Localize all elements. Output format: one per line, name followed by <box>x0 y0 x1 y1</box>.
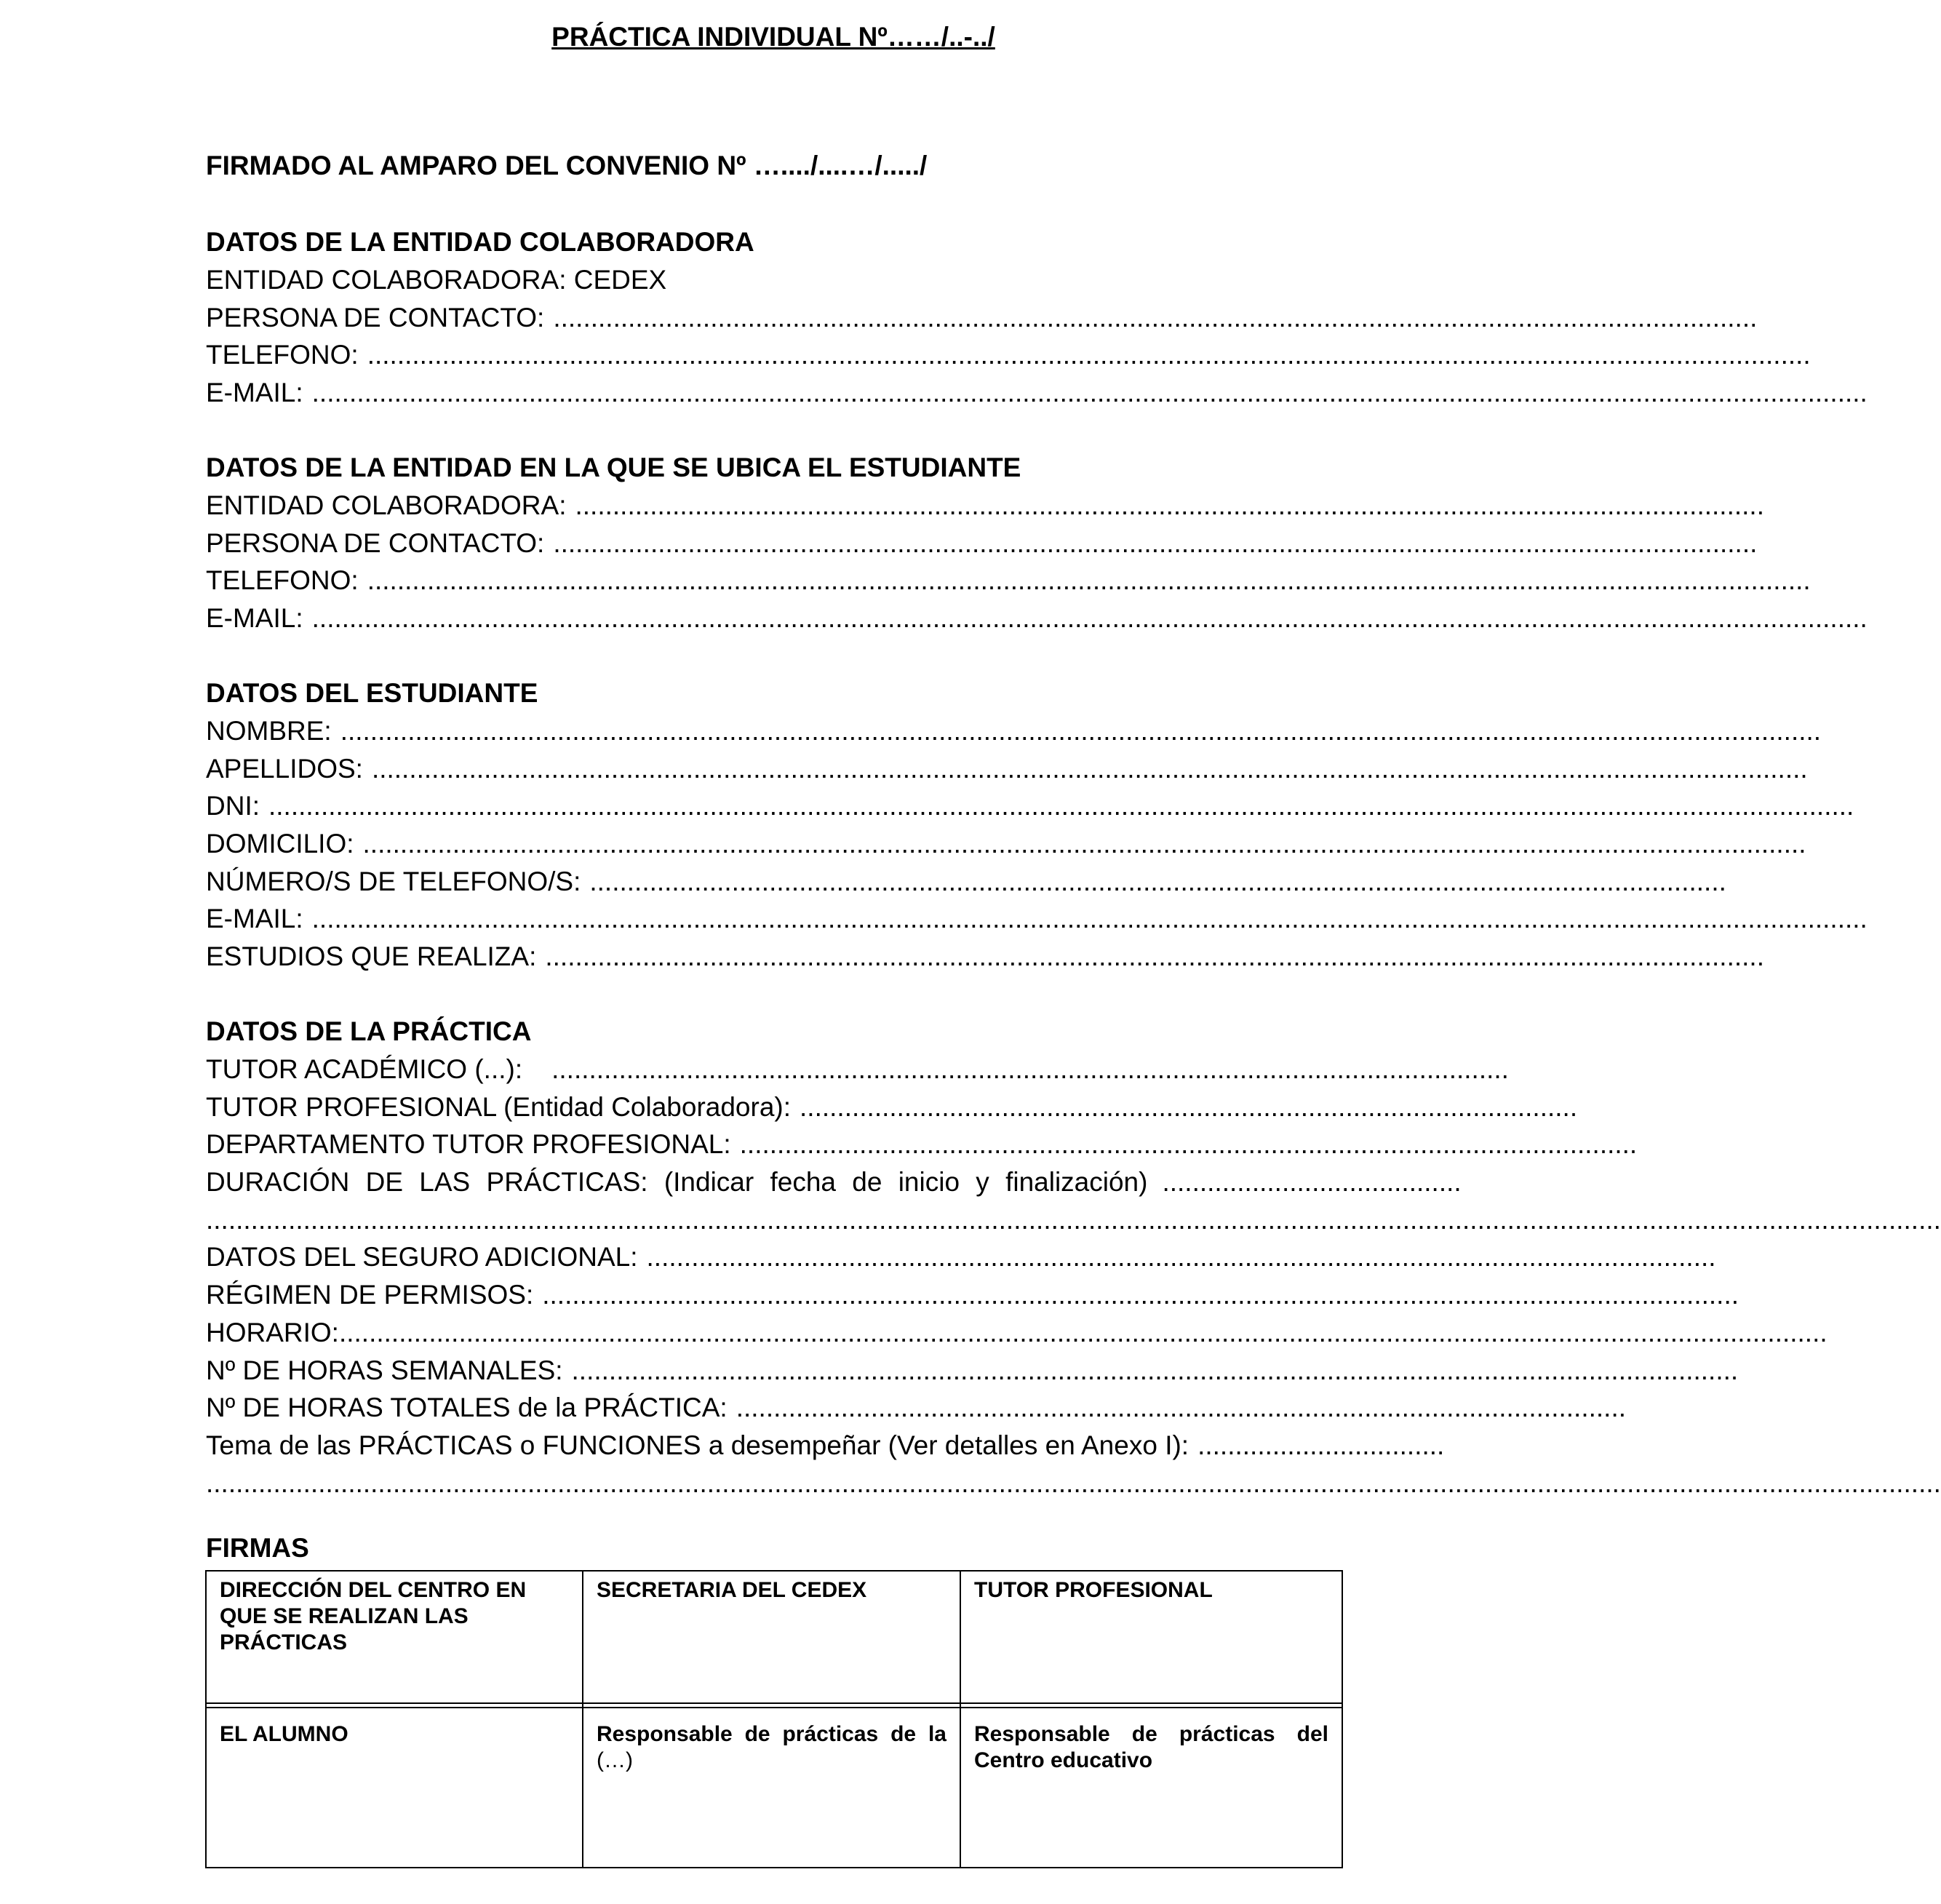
field-row <box>206 1352 1739 1390</box>
field-row <box>206 600 1868 637</box>
field-dots: ................................................................................................................................................................................................................ <box>311 603 1868 634</box>
field-row <box>206 1238 1716 1276</box>
field-row <box>206 1465 1941 1502</box>
field-label: DATOS DEL SEGURO ADICIONAL: <box>206 1242 638 1272</box>
signature-cell-responsable-practicas <box>583 1708 960 1868</box>
field-label: TELEFONO: <box>206 340 359 370</box>
field-row <box>206 525 1758 562</box>
field-dots: ................................................................................................................................................................................................. <box>362 829 1806 859</box>
signature-cell-secretaria: SECRETARIA DEL CEDEX <box>583 1571 960 1703</box>
field-row <box>206 900 1868 938</box>
signature-cell-responsable-centro <box>960 1708 1342 1868</box>
section-practica <box>206 1013 1941 1502</box>
field-dots: ........................................................................................................................ <box>739 1129 1638 1160</box>
document-title: PRÁCTICA INDIVIDUAL Nº……/..-../ <box>551 22 995 52</box>
field-dots: ................................................................................................................................ <box>551 1054 1509 1084</box>
field-label: ENTIDAD COLABORADORA: <box>206 490 567 520</box>
field-label: Nº DE HORAS TOTALES de la PRÁCTICA: <box>206 1393 728 1423</box>
signature-label-ellipsis: (…) <box>597 1748 633 1772</box>
field-row <box>206 1088 1578 1126</box>
field-label: TUTOR ACADÉMICO (...): <box>206 1054 523 1084</box>
field-row <box>206 1201 1941 1239</box>
field-row <box>206 1163 1462 1201</box>
field-label: DOMICILIO: <box>206 829 354 859</box>
field-row <box>206 299 1758 337</box>
field-label: ESTUDIOS QUE REALIZA: <box>206 941 537 972</box>
field-label: DURACIÓN DE LAS PRÁCTICAS: (Indicar fecha de inicio y finalización) <box>206 1167 1148 1198</box>
field-dots: ................................................................................................................................................................ <box>542 1280 1739 1310</box>
field-label: DNI: <box>206 791 260 821</box>
field-row <box>206 562 1811 600</box>
field-row <box>206 750 1808 788</box>
field-dots: ................................................................................................................................................................................................ <box>371 753 1808 784</box>
section-entidad-estudiante <box>206 449 1868 637</box>
field-label: Nº DE HORAS SEMANALES: <box>206 1355 563 1385</box>
field-dots: ........................................................................................................................................................................................................................................ <box>206 1467 1941 1498</box>
section-heading: DATOS DE LA ENTIDAD EN LA QUE SE UBICA EL ESTUDIANTE <box>206 453 1021 482</box>
section-heading: DATOS DE LA PRÁCTICA <box>206 1016 532 1046</box>
field-dots: ................................................................................................................................................................. <box>553 302 1758 332</box>
field-dots: ...................................................................................................................................................................................................... <box>340 716 1822 746</box>
signature-cell-tutor: TUTOR PROFESIONAL <box>960 1571 1342 1703</box>
field-dots: ............................................................................................................................................................ <box>571 1355 1739 1385</box>
field-row <box>206 261 1341 299</box>
field-dots: ........................................ <box>1162 1167 1462 1198</box>
field-dots: ........................................................................................................................................................ <box>589 866 1726 896</box>
field-label: PERSONA DE CONTACTO: <box>206 527 545 558</box>
field-row <box>206 1051 1509 1088</box>
field-row <box>206 825 1806 863</box>
field-dots: ....................................................................................................................... <box>736 1393 1627 1423</box>
field-row <box>206 336 1811 374</box>
field-label: ENTIDAD COLABORADORA: CEDEX <box>206 265 667 295</box>
field-label: TELEFONO: <box>206 565 359 596</box>
field-label: PERSONA DE CONTACTO: <box>206 302 545 332</box>
field-label: Tema de las PRÁCTICAS o FUNCIONES a desempeñar (Ver detalles en Anexo I): <box>206 1430 1189 1460</box>
convenio-line: FIRMADO AL AMPARO DEL CONVENIO Nº …..../....…/...../ <box>206 151 928 180</box>
field-label: NOMBRE: <box>206 716 332 746</box>
field-row <box>206 1126 1638 1163</box>
section-heading: DATOS DE LA ENTIDAD COLABORADORA <box>206 227 754 257</box>
signature-table <box>205 1570 1343 1868</box>
field-label: HORARIO: <box>206 1317 339 1347</box>
field-label: RÉGIMEN DE PERMISOS: <box>206 1280 534 1310</box>
field-dots: ............................................................................................................................................................... <box>575 490 1764 520</box>
field-dots: ................................................................................................................................................................................................. <box>367 565 1811 596</box>
field-dots: ........................................................................................................................................................................................................................................ <box>206 1204 1941 1235</box>
field-label: E-MAIL: <box>206 904 303 934</box>
field-dots: ............................................................................................................................................... <box>646 1242 1716 1272</box>
field-label: E-MAIL: <box>206 378 303 408</box>
section-heading: DATOS DEL ESTUDIANTE <box>206 678 538 708</box>
field-row <box>206 374 1868 412</box>
field-row <box>206 787 1854 825</box>
signature-cell-alumno: EL ALUMNO <box>206 1708 583 1868</box>
signature-label: Responsable de prácticas del Centro educativo <box>974 1722 1328 1772</box>
field-dots: ................................................................................................................................................................. <box>553 527 1758 558</box>
signature-row <box>206 1708 1342 1868</box>
field-dots: ................................................................................................................................................................................................. <box>367 340 1811 370</box>
field-dots: .................................................................................................................................................................................................................... <box>268 791 1854 821</box>
signature-row <box>206 1571 1342 1703</box>
field-dots: ................................................................................................................................................................................................................ <box>311 904 1868 934</box>
field-row <box>206 1427 1445 1465</box>
field-row <box>206 712 1822 750</box>
field-row <box>206 863 1726 901</box>
section-estudiante <box>206 674 1868 976</box>
field-row <box>206 1389 1627 1427</box>
field-label: E-MAIL: <box>206 603 303 634</box>
field-dots: ................................................................................................................................................................... <box>545 941 1764 972</box>
field-row <box>206 1276 1739 1314</box>
field-label: TUTOR PROFESIONAL (Entidad Colaboradora): <box>206 1091 792 1122</box>
section-entidad-colaboradora <box>206 223 1868 412</box>
field-label: NÚMERO/S DE TELEFONO/S: <box>206 866 581 896</box>
field-label: DEPARTAMENTO TUTOR PROFESIONAL: <box>206 1129 731 1160</box>
field-dots: ....................................................................................................................................................................................................... <box>338 1317 1828 1347</box>
field-dots: ................................. <box>1197 1430 1445 1460</box>
field-row <box>206 487 1764 525</box>
signature-cell-direccion: DIRECCIÓN DEL CENTRO EN QUE SE REALIZAN LAS PRÁCTICAS <box>206 1571 583 1703</box>
field-dots: ................................................................................................................................................................................................................ <box>311 378 1868 408</box>
field-row <box>206 1314 1828 1352</box>
field-dots: ........................................................................................................ <box>800 1091 1578 1122</box>
signature-label: Responsable de prácticas de la <box>597 1722 946 1746</box>
firmas-heading: FIRMAS <box>206 1533 309 1563</box>
field-row <box>206 938 1764 976</box>
field-label: APELLIDOS: <box>206 753 363 784</box>
